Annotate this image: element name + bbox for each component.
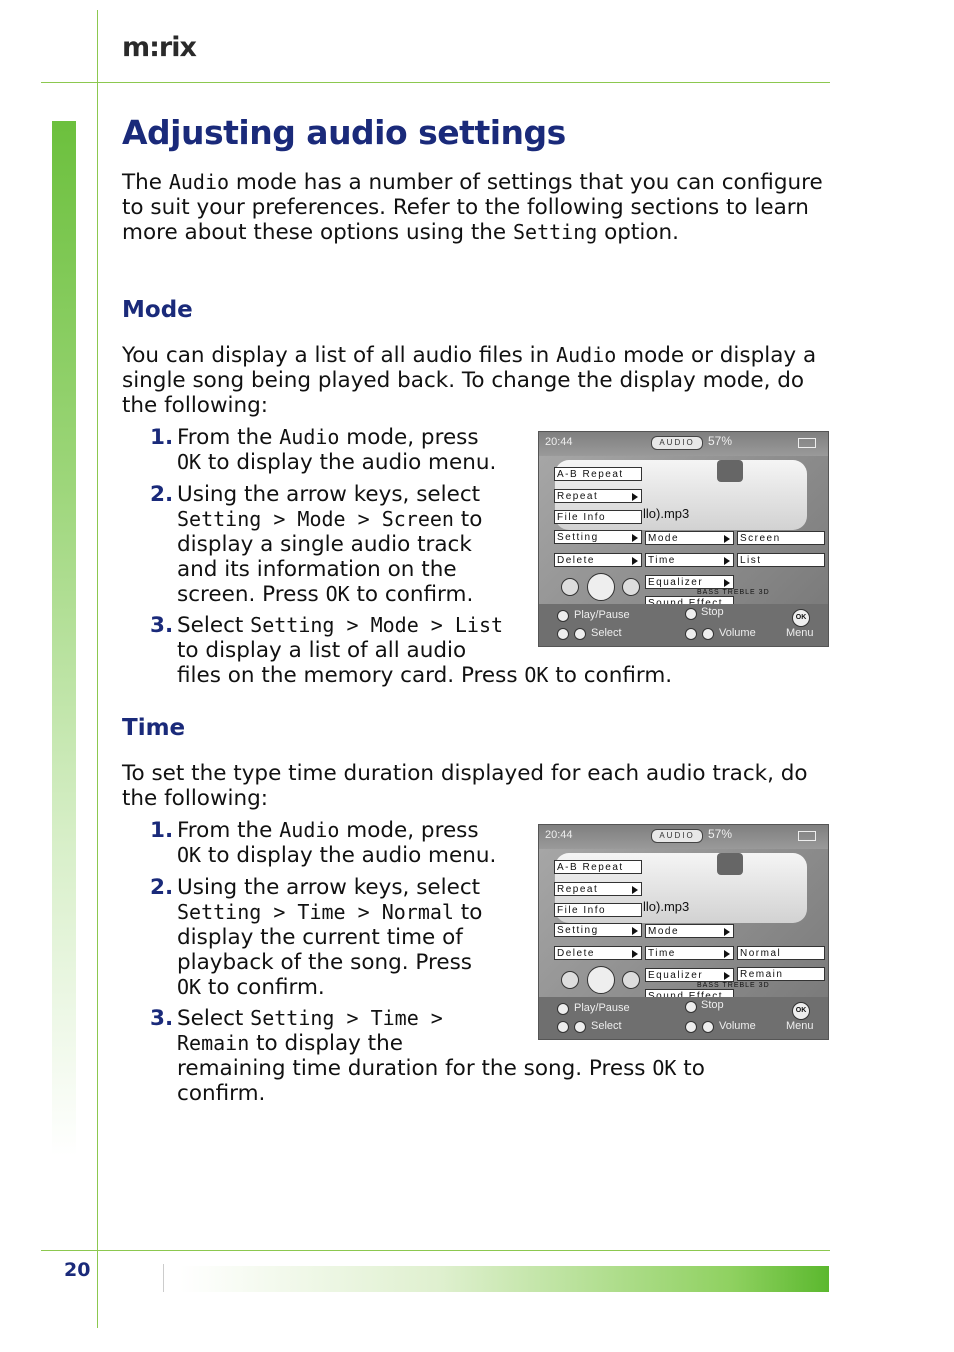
right-arrow-icon xyxy=(702,628,714,640)
menu-delete[interactable]: Delete xyxy=(554,553,642,567)
stop-icon xyxy=(622,578,640,596)
volume-readout: 57% xyxy=(708,827,733,841)
ok-button-icon: OK xyxy=(792,609,810,627)
right-arrow-icon xyxy=(702,1021,714,1033)
music-disc-icon xyxy=(717,460,743,482)
section-heading-mode: Mode xyxy=(122,297,193,323)
submenu-time[interactable]: Time xyxy=(645,946,734,960)
intro-paragraph: The Audio mode has a number of settings that you can configure to suit your preferences. Refer to the following sections to learn more about these options using the Setting option. xyxy=(122,170,823,245)
battery-icon xyxy=(798,831,816,841)
menu-delete[interactable]: Delete xyxy=(554,946,642,960)
play-pause-button-icon xyxy=(557,1003,569,1015)
eq-labels: BASS TREBLE 3D xyxy=(697,589,770,596)
submenu-equalizer[interactable]: Equalizer xyxy=(645,968,734,982)
down-arrow-icon xyxy=(574,628,586,640)
previous-icon xyxy=(561,578,579,596)
mode-pill: AUDIO xyxy=(651,436,703,450)
page-number: 20 xyxy=(64,1259,91,1281)
battery-icon xyxy=(798,438,816,448)
menu-repeat[interactable]: Repeat xyxy=(554,882,642,896)
submenu-equalizer[interactable]: Equalizer xyxy=(645,575,734,589)
margin-rule xyxy=(97,10,98,1328)
submenu-mode[interactable]: Mode xyxy=(645,531,734,545)
stop-button-icon xyxy=(685,1001,697,1013)
footer-tick xyxy=(163,1264,164,1292)
up-arrow-icon xyxy=(557,628,569,640)
footer-rule xyxy=(41,1250,830,1251)
menu-file-info[interactable]: File Info xyxy=(554,903,642,917)
submenu-mode[interactable]: Mode xyxy=(645,924,734,938)
mode-pill: AUDIO xyxy=(651,829,703,843)
file-name: llo).mp3 xyxy=(643,899,690,914)
eq-labels: BASS TREBLE 3D xyxy=(697,982,770,989)
mode-intro: You can display a list of all audio files in Audio mode or display a single song being played back. To change the display mode, do the following: xyxy=(122,343,817,418)
play-pause-icon xyxy=(587,966,615,994)
hint-play-pause: Play/Pause xyxy=(574,1002,630,1014)
music-disc-icon xyxy=(717,853,743,875)
clock-readout: 20:44 xyxy=(545,829,573,841)
page-title: Adjusting audio settings xyxy=(122,113,566,152)
hint-select: Select xyxy=(591,1020,622,1032)
time-intro: To set the type time duration displayed for each audio track, do the following: xyxy=(122,761,808,811)
play-pause-icon xyxy=(587,573,615,601)
hint-stop: Stop xyxy=(701,606,724,618)
device-screenshot-mode xyxy=(538,431,829,647)
option-remain[interactable]: Remain xyxy=(737,967,825,981)
file-name: llo).mp3 xyxy=(643,506,690,521)
submenu-time[interactable]: Time xyxy=(645,553,734,567)
option-normal[interactable]: Normal xyxy=(737,946,825,960)
menu-setting[interactable]: Setting xyxy=(554,923,642,937)
ok-button-icon: OK xyxy=(792,1002,810,1020)
option-screen[interactable]: Screen xyxy=(737,531,825,545)
hint-volume: Volume xyxy=(719,1020,756,1032)
header-rule xyxy=(41,82,830,83)
down-arrow-icon xyxy=(574,1021,586,1033)
hint-select: Select xyxy=(591,627,622,639)
left-arrow-icon xyxy=(685,628,697,640)
device-screenshot-time xyxy=(538,824,829,1040)
menu-repeat[interactable]: Repeat xyxy=(554,489,642,503)
up-arrow-icon xyxy=(557,1021,569,1033)
menu-ab-repeat[interactable]: A-B Repeat xyxy=(554,467,642,481)
menu-setting[interactable]: Setting xyxy=(554,530,642,544)
previous-icon xyxy=(561,971,579,989)
hint-menu: Menu xyxy=(786,1020,814,1032)
section-heading-time: Time xyxy=(122,715,186,741)
hint-stop: Stop xyxy=(701,999,724,1011)
stop-icon xyxy=(622,971,640,989)
option-list[interactable]: List xyxy=(737,553,825,567)
left-arrow-icon xyxy=(685,1021,697,1033)
footer-gradient-bar xyxy=(180,1266,829,1292)
menu-ab-repeat[interactable]: A-B Repeat xyxy=(554,860,642,874)
volume-readout: 57% xyxy=(708,434,733,448)
play-pause-button-icon xyxy=(557,610,569,622)
brand-logo: m:rix xyxy=(122,32,196,63)
hint-play-pause: Play/Pause xyxy=(574,609,630,621)
clock-readout: 20:44 xyxy=(545,436,573,448)
green-side-bar xyxy=(52,121,76,1156)
menu-file-info[interactable]: File Info xyxy=(554,510,642,524)
hint-menu: Menu xyxy=(786,627,814,639)
stop-button-icon xyxy=(685,608,697,620)
hint-volume: Volume xyxy=(719,627,756,639)
